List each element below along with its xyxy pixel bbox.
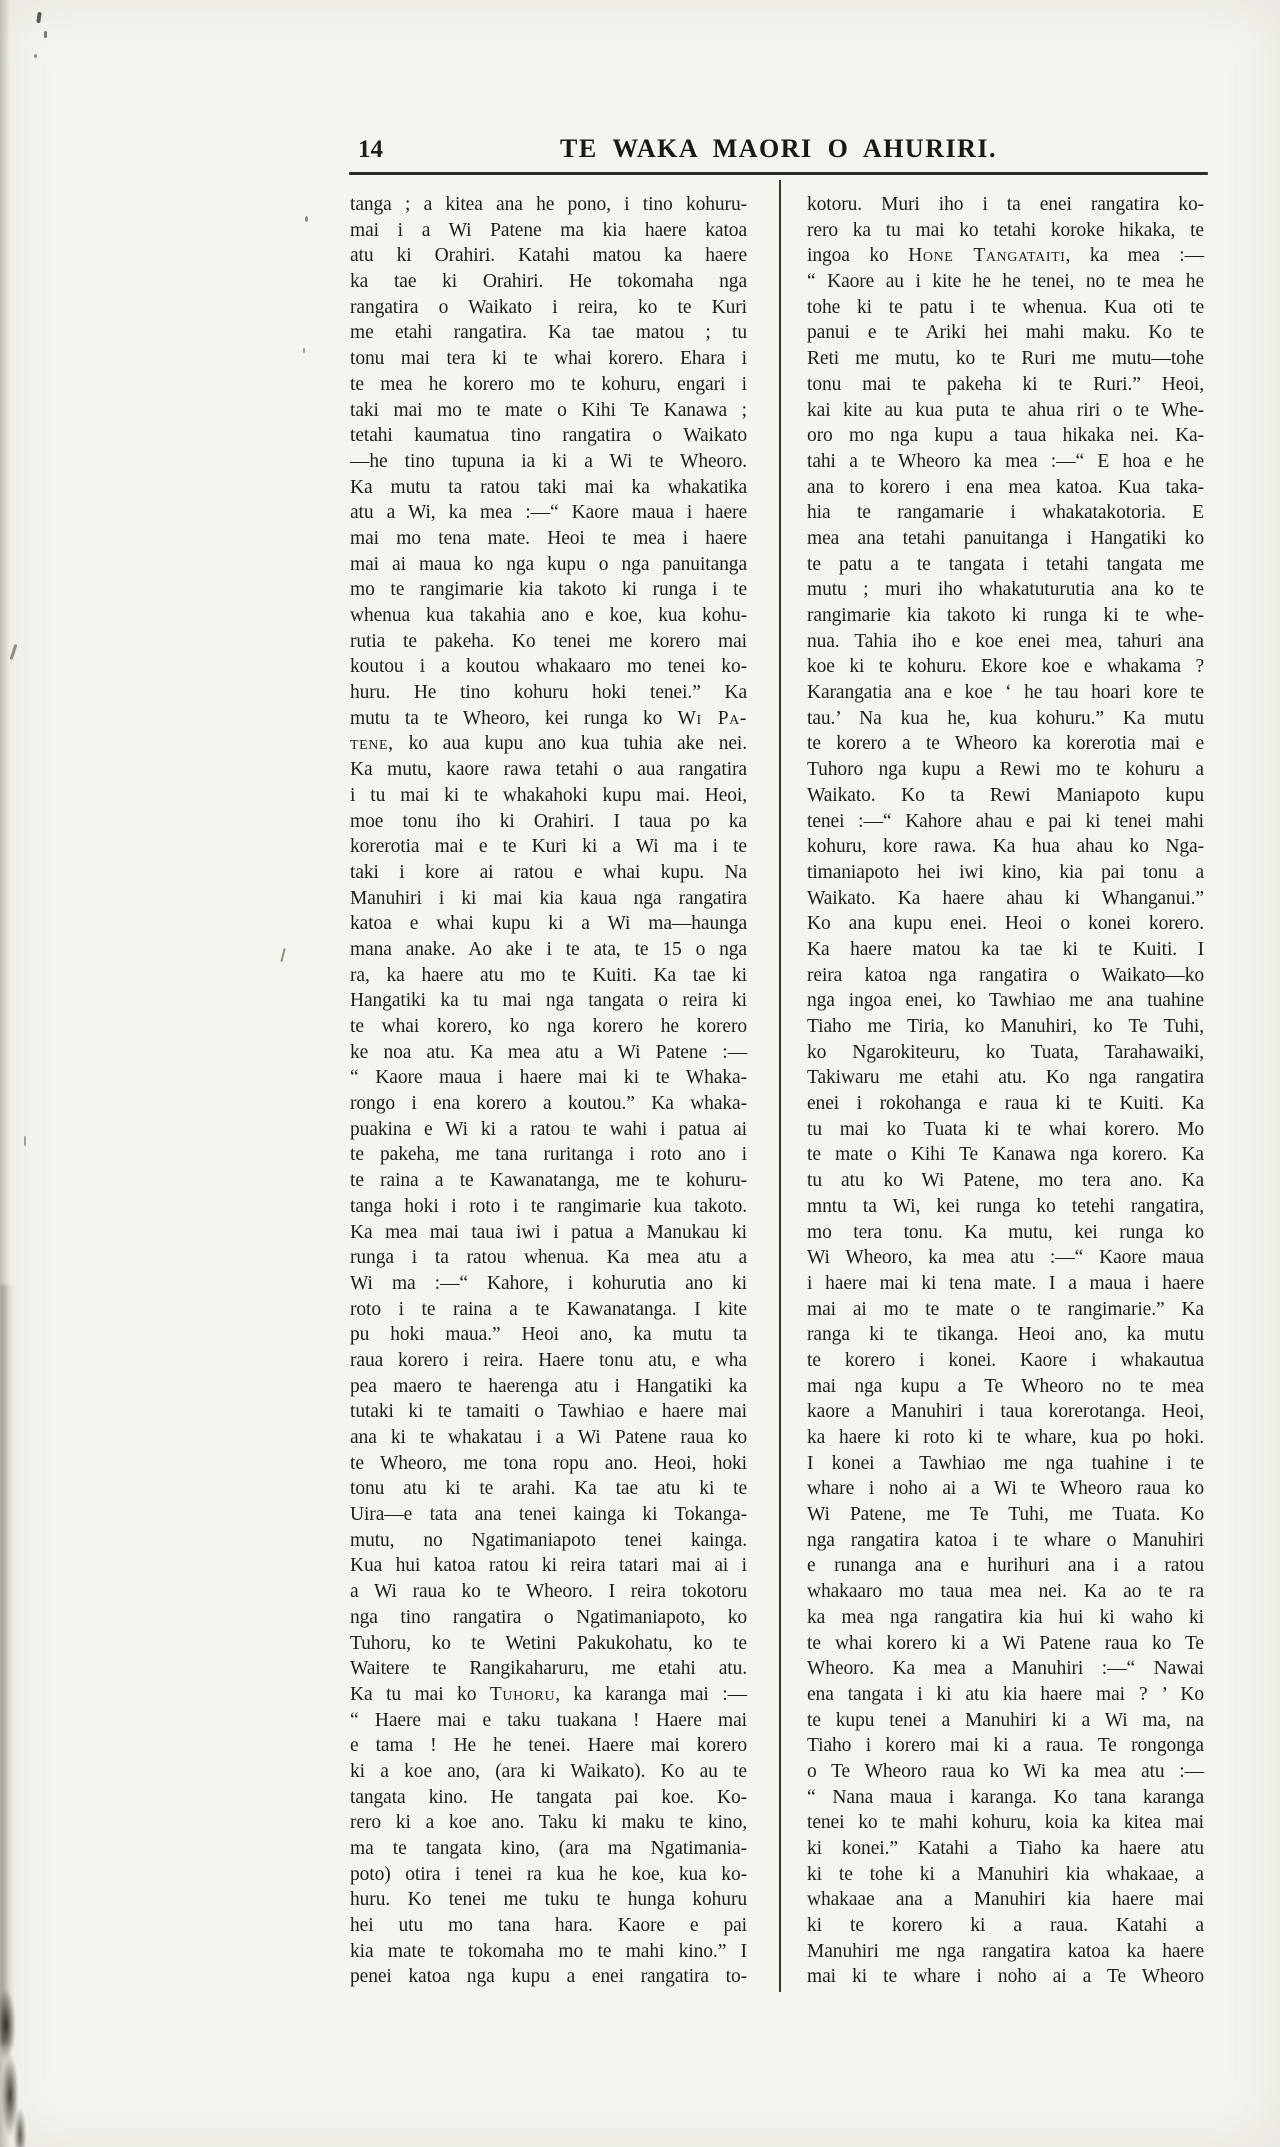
- text-line: ra, ka haere atu mo te Kuiti. Ka tae ki: [350, 964, 747, 986]
- text-line: whakaae ana a Manuhiri kia haere mai: [807, 1889, 1204, 1911]
- text-line: huru. Ko tenei me tuku te hunga kohuru: [350, 1889, 747, 1911]
- text-line: tangata kino. He tangata pai koe. Ko-: [350, 1786, 747, 1808]
- text-line: i tu mai ki te whakahoki kupu mai. Heoi,: [350, 784, 747, 806]
- text-line: tahi a te Wheoro ka mea :—“ E hoa e he: [807, 450, 1204, 472]
- text-line: hia te rangamarie i whakatakotoria. E: [807, 502, 1204, 524]
- text-line: ena tangata i ki atu kia haere mai ? ’ Ko: [807, 1683, 1204, 1705]
- text-line: e tama ! He he tenei. Haere mai korero: [350, 1735, 747, 1757]
- text-line: Tuhoru, ko te Wetini Pakukohatu, ko te: [350, 1632, 747, 1654]
- text-line: kaore a Manuhiri i taua korerotanga. Heoi,: [807, 1401, 1204, 1423]
- text-line: poto) otira i tenei ra kua he koe, kua ko-: [350, 1863, 747, 1885]
- text-line: Tiaho me Tiria, ko Manuhiri, ko Te Tuhi,: [807, 1016, 1204, 1037]
- text-line: te kupu tenei a Manuhiri ki a Wi ma, na: [807, 1709, 1204, 1731]
- text-line: Wi ma :—“ Kahore, i kohurutia ano ki: [350, 1272, 747, 1294]
- small-caps-name: Wi Pa-: [677, 707, 747, 729]
- text-line: ka haere ki roto ki te whare, kua po hoki.: [807, 1427, 1204, 1448]
- text-line: whenua kua takahia ano e koe, kua kohu-: [350, 605, 747, 626]
- text-line: “ Kaore au i kite he he tenei, no te mea he: [807, 271, 1204, 293]
- text-line: Wheoro. Ka mea a Manuhiri :—“ Nawai: [807, 1658, 1204, 1680]
- text-line: kai kite au kua puta te ahua riri o te Whe-: [807, 399, 1204, 421]
- text-line: enei i rokohanga e raua ki te Kuiti. Ka: [807, 1093, 1204, 1115]
- text-line: ranga ki te tikanga. Heoi ano, ka mutu: [807, 1324, 1204, 1346]
- text-line: ke noa atu. Ka mea atu a Wi Patene :—: [350, 1041, 747, 1063]
- text-line: Wi Patene, me Te Tuhi, me Tuata. Ko: [807, 1504, 1204, 1526]
- text-line: pea maero te haerenga atu i Hangatiki ka: [350, 1375, 747, 1397]
- text-line: ka tae ki Orahiri. He tokomaha nga: [350, 271, 747, 293]
- text-line: ka mea nga rangatira kia hui ki waho ki: [807, 1606, 1204, 1628]
- text-line: tonu atu ki te arahi. Ka tae atu ki te: [350, 1478, 747, 1500]
- text-line: panui e te Ariki hei mahi maku. Ko te: [807, 322, 1204, 344]
- text-line: hei utu mo tana hara. Kaore e pai: [350, 1915, 747, 1937]
- text-line: puakina e Wi ki a ratou te wahi i patua ai: [350, 1118, 747, 1140]
- text-line: Kua hui katoa ratou ki reira tatari mai ai i: [350, 1555, 747, 1577]
- text-line: mea ana tetahi panuitanga i Hangatiki ko: [807, 527, 1204, 549]
- text-line: Ka mea mai taua iwi i patua a Manukau ki: [350, 1221, 747, 1243]
- text-line: koe ki te kohuru. Ekore koe e whakama ?: [807, 656, 1204, 678]
- scan-artifact: [34, 54, 37, 58]
- text-line: mai mo tena mate. Heoi te mea i haere: [350, 527, 747, 549]
- text-line: rero ki a koe ano. Taku ki maku te kino,: [350, 1812, 747, 1834]
- text-line: mai ki te whare i noho ai a Te Wheoro: [807, 1966, 1204, 1988]
- text-line: Waikato. Ko ta Rewi Maniapoto kupu: [807, 784, 1204, 806]
- text-line: tau.’ Na kua he, kua kohuru.” Ka mutu: [807, 707, 1204, 729]
- text-line: nua. Tahia iho e koe enei mea, tahuri ana: [807, 630, 1204, 652]
- text-line: Ka mutu ta ratou taki mai ka whakatika: [350, 476, 747, 498]
- header-rule: [349, 172, 1208, 175]
- scan-artifact: [305, 216, 308, 222]
- text-line: te mate o Kihi Te Kanawa nga korero. Ka: [807, 1144, 1204, 1166]
- page-number: 14: [358, 136, 383, 163]
- text-line: “ Kaore maua i haere mai ki te Whaka-: [350, 1067, 747, 1089]
- text-line: Manuhiri i ki mai kia kaua nga rangatira: [350, 887, 747, 909]
- right-column: [807, 192, 1204, 1990]
- text-line: Ka haere matou ka tae ki te Kuiti. I: [807, 938, 1204, 960]
- text-line: reira katoa nga rangatira o Waikato—ko: [807, 964, 1204, 986]
- text-line: raua korero i reira. Haere tonu atu, e wha: [350, 1349, 747, 1371]
- text-line: mana anake. Ao ake i te ata, te 15 o nga: [350, 938, 747, 960]
- text-line: whakaaro mo taua mea nei. Ka ao te ra: [807, 1581, 1204, 1603]
- text-line: timaniapoto hei iwi kino, kia pai tonu a: [807, 861, 1204, 883]
- text-line: —he tino tupuna ia ki a Wi te Wheoro.: [350, 450, 747, 472]
- text-line: nga rangatira katoa i te whare o Manuhiri: [807, 1529, 1204, 1551]
- scan-artifact: [24, 1136, 26, 1146]
- text-line: mutu ; muri iho whakatuturutia ana ko te: [807, 579, 1204, 601]
- text-line: tonu mai tera ki te whai korero. Ehara i: [350, 348, 747, 370]
- small-caps-name: Hone Tangataiti: [908, 245, 1066, 267]
- text-line: mutu ta te Wheoro, kei runga ko Wi Pa-: [350, 707, 747, 729]
- text-line: i haere mai ki tena mate. I a maua i haere: [807, 1272, 1204, 1294]
- text-line: tonu mai te pakeha ki te Ruri.” Heoi,: [807, 373, 1204, 395]
- left-column: [350, 192, 747, 1990]
- text-line: mai nga kupu a Te Wheoro no te mea: [807, 1375, 1204, 1397]
- text-line: moe tonu iho ki Orahiri. I taua po ka: [350, 810, 747, 832]
- text-line: Waikato. Ka haere ahau ki Whanganui.”: [807, 887, 1204, 909]
- text-line: Takiwaru me etahi atu. Ko nga rangatira: [807, 1067, 1204, 1089]
- text-line: tohe ki te patu i te whenua. Kua oti te: [807, 296, 1204, 318]
- text-line: rongo i ena korero a koutou.” Ka whaka-: [350, 1093, 747, 1115]
- text-line: runga i ta ratou whenua. Ka mea atu a: [350, 1247, 747, 1269]
- masthead-title: TE WAKA MAORI O AHURIRI.: [560, 134, 997, 163]
- text-line: ana ki te whakatau i a Wi Patene raua ko: [350, 1427, 747, 1448]
- text-line: me etahi rangatira. Ka tae matou ; tu: [350, 322, 747, 344]
- text-line: rero ka tu mai ko tetahi koroke hikaka, te: [807, 219, 1204, 241]
- text-line: Uira—e tata ana tenei kainga ki Tokanga-: [350, 1504, 747, 1526]
- text-line: penei katoa nga kupu a enei rangatira to-: [350, 1966, 747, 1988]
- text-line: nga ingoa enei, ko Tawhiao me ana tuahine: [807, 990, 1204, 1012]
- text-line: tu mai ko Tuata ki te whai korero. Mo: [807, 1118, 1204, 1140]
- small-caps-name: Tuhoru: [489, 1683, 556, 1705]
- text-line: nga tino rangatira o Ngatimaniapoto, ko: [350, 1606, 747, 1628]
- text-line: tanga ; a kitea ana he pono, i tino kohuru-: [350, 194, 747, 215]
- text-line: kotoru. Muri iho i ta enei rangatira ko-: [807, 194, 1204, 215]
- text-line: mutu, no Ngatimaniapoto tenei kainga.: [350, 1529, 747, 1551]
- text-line: ki a koe ano, (ara ki Waikato). Ko au te: [350, 1760, 747, 1782]
- text-line: Reti me mutu, ko te Ruri me mutu—tohe: [807, 348, 1204, 370]
- text-line: “ Nana maua i karanga. Ko tana karanga: [807, 1786, 1204, 1808]
- text-line: Ka tu mai ko Tuhoru, ka karanga mai :—: [350, 1683, 747, 1705]
- text-line: ingoa ko Hone Tangataiti, ka mea :—: [807, 245, 1204, 267]
- text-line: ko Ngarokiteuru, ko Tuata, Tarahawaiki,: [807, 1041, 1204, 1063]
- text-line: atu ki Orahiri. Katahi matou ka haere: [350, 245, 747, 267]
- text-line: ki konei.” Katahi a Tiaho ka haere atu: [807, 1838, 1204, 1859]
- text-line: te korero i konei. Kaore i whakautua: [807, 1349, 1204, 1371]
- text-line: ki te korero ki a raua. Katahi a: [807, 1915, 1204, 1937]
- scan-artifact: [10, 644, 18, 660]
- text-line: “ Haere mai e taku tuakana ! Haere mai: [350, 1709, 747, 1731]
- text-line: mo te rangimarie kia takoto ki runga i te: [350, 579, 747, 601]
- text-line: te korero a te Wheoro ka korerotia mai e: [807, 733, 1204, 755]
- text-line: te Wheoro, me tona ropu ano. Heoi, hoki: [350, 1452, 747, 1474]
- text-line: a Wi raua ko te Wheoro. I reira tokotoru: [350, 1581, 747, 1603]
- text-line: te patu a te tangata i tetahi tangata me: [807, 553, 1204, 575]
- scan-artifact: [280, 948, 285, 962]
- text-line: e runanga ana e hurihuri ana i a ratou: [807, 1555, 1204, 1577]
- scan-artifact: [303, 348, 305, 353]
- text-line: whare i noho ai a Wi te Wheoro raua ko: [807, 1478, 1204, 1500]
- text-line: Karangatia ana e koe ‘ he tau hoari kore te: [807, 682, 1204, 704]
- text-line: huru. He tino kohuru hoki tenei.” Ka: [350, 682, 747, 704]
- text-line: tenei ko te mahi kohuru, koia ka kitea mai: [807, 1812, 1204, 1834]
- text-line: Tiaho i korero mai ki a raua. Te rongonga: [807, 1735, 1204, 1757]
- text-line: tene, ko aua kupu ano kua tuhia ake nei.: [350, 733, 747, 755]
- text-line: te mea he korero mo te kohuru, engari i: [350, 373, 747, 395]
- text-line: mo tera tonu. Ka mutu, kei runga ko: [807, 1221, 1204, 1243]
- text-line: mai i a Wi Patene ma kia haere katoa: [350, 219, 747, 241]
- text-line: mntu ta Wi, kei runga ko tetehi rangatira,: [807, 1195, 1204, 1217]
- text-line: tanga hoki i roto i te rangimarie kua takoto.: [350, 1195, 747, 1217]
- text-line: Tuhoro nga kupu a Rewi mo te kohuru a: [807, 759, 1204, 781]
- text-line: ana to korero i ena mea katoa. Kua taka-: [807, 476, 1204, 498]
- text-line: te whai korero ki a Wi Patene raua ko Te: [807, 1632, 1204, 1654]
- text-line: kohuru, kore rawa. Ka hua ahau ko Nga-: [807, 836, 1204, 858]
- text-line: rangimarie kia takoto ki runga ki te whe-: [807, 605, 1204, 626]
- text-line: Hangatiki ka tu mai nga tangata o reira ki: [350, 990, 747, 1012]
- text-line: tu atu ko Wi Patene, mo tera ano. Ka: [807, 1170, 1204, 1192]
- text-line: ma te tangata kino, (ara ma Ngatimania-: [350, 1838, 747, 1859]
- text-line: Waitere te Rangikaharuru, me etahi atu.: [350, 1658, 747, 1680]
- text-line: Ko ana kupu enei. Heoi o konei korero.: [807, 913, 1204, 935]
- text-line: rutia te pakeha. Ko tenei me korero mai: [350, 630, 747, 652]
- text-line: mai ai maua ko nga kupu o nga panuitanga: [350, 553, 747, 575]
- text-line: taki i kore ai ratou e whai kupu. Na: [350, 861, 747, 883]
- text-line: Ka mutu, kaore rawa tetahi o aua rangatira: [350, 759, 747, 781]
- text-line: te raina a te Kawanatanga, me te kohuru-: [350, 1170, 747, 1192]
- text-line: mai ai mo te mate o te rangimarie.” Ka: [807, 1298, 1204, 1320]
- scan-artifact: [0, 1985, 30, 2147]
- text-line: Wi Wheoro, ka mea atu :—“ Kaore maua: [807, 1247, 1204, 1269]
- text-line: korerotia mai e te Kuri ki a Wi ma i te: [350, 836, 747, 858]
- scan-artifact: [44, 31, 47, 38]
- text-line: koutou i a koutou whakaaro mo tenei ko-: [350, 656, 747, 678]
- text-line: te pakeha, me tana ruritanga i roto ano i: [350, 1144, 747, 1166]
- text-line: katoa e whai kupu ki a Wi ma—haunga: [350, 913, 747, 935]
- text-line: o Te Wheoro raua ko Wi ka mea atu :—: [807, 1760, 1204, 1782]
- text-line: I konei a Tawhiao me nga tuahine i te: [807, 1452, 1204, 1474]
- small-caps-name: tene,: [350, 733, 394, 755]
- text-line: ki te tohe ki a Manuhiri kia whakaae, a: [807, 1863, 1204, 1885]
- text-line: atu a Wi, ka mea :—“ Kaore maua i haere: [350, 502, 747, 524]
- scan-artifact: [0, 1285, 14, 2045]
- text-line: roto i te raina a te Kawanatanga. I kite: [350, 1298, 747, 1320]
- scan-artifact: [36, 12, 41, 23]
- column-divider: [779, 180, 781, 1992]
- text-line: taki mai mo te mate o Kihi Te Kanawa ;: [350, 399, 747, 421]
- text-line: Manuhiri me nga rangatira katoa ka haere: [807, 1940, 1204, 1962]
- text-line: tutaki ki te tamaiti o Tawhiao e haere mai: [350, 1401, 747, 1423]
- text-line: tetahi kaumatua tino rangatira o Waikato: [350, 425, 747, 447]
- text-line: pu hoki maua.” Heoi ano, ka mutu ta: [350, 1324, 747, 1346]
- text-line: kia mate te tokomaha mo te mahi kino.” I: [350, 1940, 747, 1962]
- text-line: oro mo nga kupu a taua hikaka nei. Ka-: [807, 425, 1204, 447]
- text-line: tenei :—“ Kahore ahau e pai ki tenei mahi: [807, 810, 1204, 832]
- text-line: te whai korero, ko nga korero he korero: [350, 1016, 747, 1037]
- text-line: rangatira o Waikato i reira, ko te Kuri: [350, 296, 747, 318]
